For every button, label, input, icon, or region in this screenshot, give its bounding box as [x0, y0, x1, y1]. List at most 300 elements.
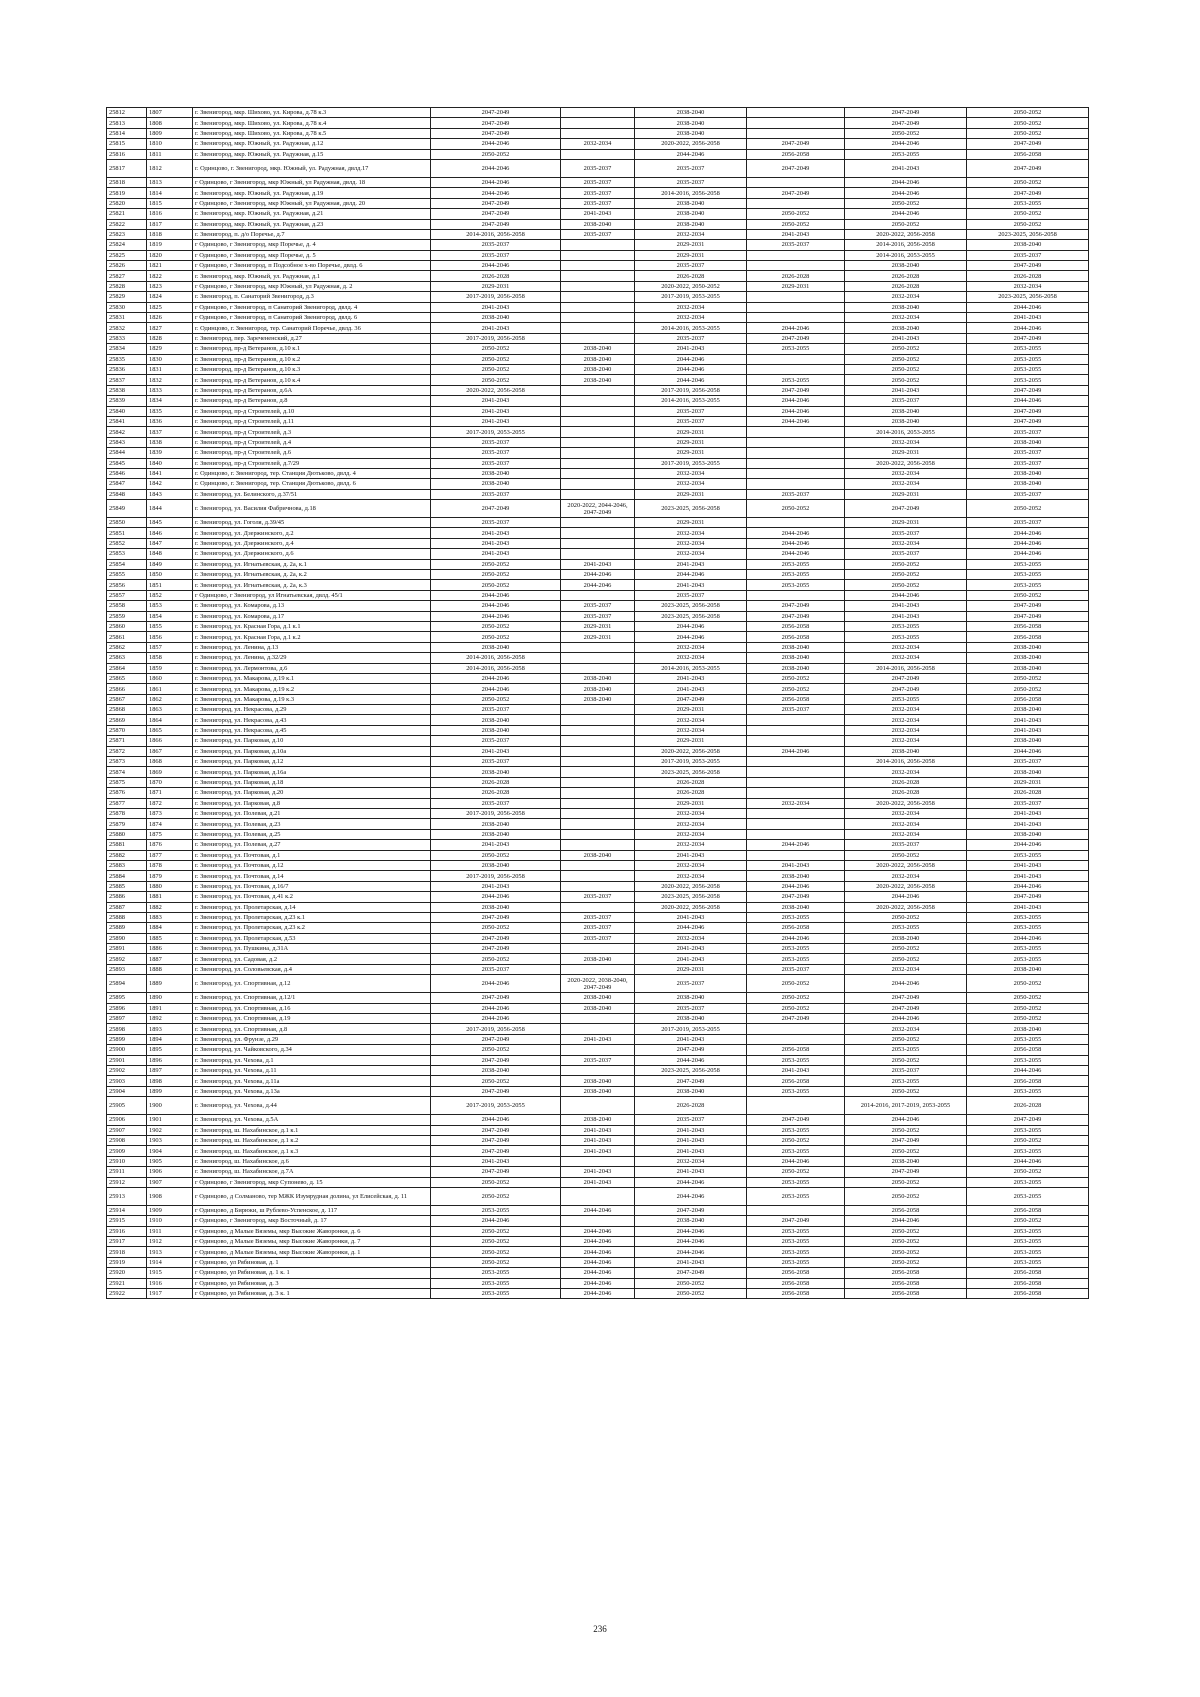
table-cell: 1900: [147, 1097, 193, 1115]
table-cell: 2050-2052: [967, 1003, 1089, 1013]
table-cell: 2041-2043: [635, 944, 747, 954]
table-cell: 2050-2052: [845, 1247, 967, 1257]
table-row: [107, 1115, 1089, 1125]
table-row: [107, 705, 1089, 715]
table-cell: 2020-2022, 2044-2046, 2047-2049: [561, 500, 635, 518]
table-cell: 2038-2040: [561, 375, 635, 385]
table-cell: 2035-2037: [431, 437, 561, 447]
table-cell: 2050-2052: [845, 1257, 967, 1267]
table-cell: 25852: [107, 538, 147, 548]
table-cell: 2047-2049: [431, 1055, 561, 1065]
table-cell: г. Звенигород, ул. Комарова, д.17: [193, 611, 431, 621]
table-cell: г. Звенигород, п. д/о Поречье, д.7: [193, 229, 431, 239]
table-cell: 2029-2031: [635, 518, 747, 528]
table-cell: г Одинцово, ул Рябиновая, д. 3 к. 1: [193, 1289, 431, 1299]
table-cell: г Одинцово, г Звенигород, ул Игнатьевская, двлд. 45/1: [193, 590, 431, 600]
table-cell: [747, 788, 845, 798]
table-cell: 2050-2052: [431, 621, 561, 631]
table-cell: 2044-2046: [967, 1065, 1089, 1075]
table-cell: 2014-2016, 2017-2019, 2053-2055: [845, 1097, 967, 1115]
table-cell: 2026-2028: [431, 788, 561, 798]
table-cell: 2053-2055: [845, 923, 967, 933]
table-cell: г. Звенигород, ул. Парковая, д.18: [193, 777, 431, 787]
table-cell: 2050-2052: [635, 1289, 747, 1299]
table-cell: 1836: [147, 416, 193, 426]
table-cell: 2035-2037: [431, 705, 561, 715]
table-cell: 2044-2046: [845, 1216, 967, 1226]
table-cell: 2035-2037: [635, 406, 747, 416]
table-row: [107, 621, 1089, 631]
table-cell: г. Звенигород, ул. Красная Гора, д.1 к.2: [193, 632, 431, 642]
table-cell: 2041-2043: [635, 1146, 747, 1156]
table-cell: 2035-2037: [967, 518, 1089, 528]
table-cell: г. Звенигород, ул. Дзержинского, д.4: [193, 538, 431, 548]
table-cell: [747, 1097, 845, 1115]
table-cell: 2041-2043: [431, 1156, 561, 1166]
table-cell: 25823: [107, 229, 147, 239]
table-cell: 2047-2049: [967, 188, 1089, 198]
table-cell: 2029-2031: [635, 736, 747, 746]
table-cell: 2038-2040: [967, 705, 1089, 715]
table-cell: 25874: [107, 767, 147, 777]
table-cell: 2035-2037: [561, 611, 635, 621]
table-cell: 2053-2055: [967, 344, 1089, 354]
table-row: [107, 1024, 1089, 1034]
table-cell: г. Звенигород, ул. Гоголя, д.39/45: [193, 518, 431, 528]
table-cell: [561, 725, 635, 735]
table-cell: 2023-2025, 2056-2058: [635, 892, 747, 902]
table-cell: 2032-2034: [845, 829, 967, 839]
table-cell: 25829: [107, 292, 147, 302]
table-cell: 1890: [147, 993, 193, 1003]
table-cell: 2032-2034: [845, 1024, 967, 1034]
table-cell: 2038-2040: [431, 829, 561, 839]
table-row: [107, 819, 1089, 829]
table-row: [107, 458, 1089, 468]
table-cell: 2053-2055: [845, 694, 967, 704]
table-cell: 25905: [107, 1097, 147, 1115]
table-row: [107, 549, 1089, 559]
table-cell: 2035-2037: [431, 518, 561, 528]
table-cell: 2038-2040: [561, 364, 635, 374]
table-cell: 2053-2055: [845, 1045, 967, 1055]
table-cell: 2047-2049: [431, 108, 561, 118]
table-cell: 2056-2058: [967, 1076, 1089, 1086]
table-body: [107, 108, 1089, 1299]
table-cell: 1912: [147, 1237, 193, 1247]
table-cell: г. Звенигород, мкр. Шихово, ул. Кирова, д.78 к.3: [193, 108, 431, 118]
table-cell: 2038-2040: [431, 860, 561, 870]
table-row: [107, 396, 1089, 406]
table-cell: г. Звенигород, ул. Ленина, д.32/29: [193, 653, 431, 663]
table-cell: г Одинцово, ул Рябиновая, д. 1: [193, 1257, 431, 1267]
table-cell: [561, 468, 635, 478]
table-cell: 1849: [147, 559, 193, 569]
table-cell: 2053-2055: [747, 570, 845, 580]
table-cell: г. Звенигород, пр-д Строителей, д.3: [193, 427, 431, 437]
table-cell: 1853: [147, 601, 193, 611]
table-cell: 2047-2049: [967, 159, 1089, 177]
table-cell: 25816: [107, 149, 147, 159]
page-number: 236: [593, 1624, 607, 1634]
table-cell: 2020-2022, 2056-2058: [845, 229, 967, 239]
table-row: [107, 281, 1089, 291]
table-cell: 25920: [107, 1268, 147, 1278]
table-cell: 2014-2016, 2056-2058: [431, 229, 561, 239]
table-cell: 2047-2049: [747, 139, 845, 149]
table-cell: 2041-2043: [431, 528, 561, 538]
table-cell: 2053-2055: [967, 1146, 1089, 1156]
table-cell: 2047-2049: [635, 694, 747, 704]
table-cell: 2056-2058: [747, 632, 845, 642]
table-cell: 2047-2049: [635, 1076, 747, 1086]
table-cell: 25919: [107, 1257, 147, 1267]
table-cell: 2056-2058: [747, 1289, 845, 1299]
table-cell: [561, 416, 635, 426]
table-cell: 1889: [147, 975, 193, 993]
table-cell: 2041-2043: [635, 673, 747, 683]
table-cell: 1810: [147, 139, 193, 149]
table-cell: г. Звенигород, ул. Парковая, д.8: [193, 798, 431, 808]
table-cell: 25864: [107, 663, 147, 673]
table-cell: 25875: [107, 777, 147, 787]
table-cell: 2038-2040: [561, 1086, 635, 1096]
table-cell: 2050-2052: [845, 1177, 967, 1187]
table-cell: 2047-2049: [747, 1014, 845, 1024]
table-cell: г. Звенигород, ш. Нахабинское, д.1 к.2: [193, 1135, 431, 1145]
table-cell: 2056-2058: [967, 632, 1089, 642]
table-row: [107, 570, 1089, 580]
table-cell: г. Одинцово, г. Звенигород, тер. Санаторий Поречье, двлд. 36: [193, 323, 431, 333]
table-row: [107, 479, 1089, 489]
table-cell: 2038-2040: [845, 933, 967, 943]
table-cell: 2044-2046: [967, 933, 1089, 943]
table-cell: [561, 653, 635, 663]
table-cell: 2035-2037: [561, 923, 635, 933]
table-cell: г. Звенигород, ул. Чехова, д.11а: [193, 1076, 431, 1086]
table-cell: [561, 840, 635, 850]
table-cell: 2044-2046: [845, 209, 967, 219]
table-cell: 2050-2052: [845, 1226, 967, 1236]
table-cell: 25824: [107, 240, 147, 250]
table-cell: 25869: [107, 715, 147, 725]
table-cell: [561, 385, 635, 395]
table-cell: 2026-2028: [967, 788, 1089, 798]
table-cell: 2053-2055: [967, 1226, 1089, 1236]
table-cell: 2050-2052: [845, 850, 967, 860]
table-row: [107, 302, 1089, 312]
table-cell: [561, 663, 635, 673]
table-cell: 2029-2031: [845, 489, 967, 499]
table-cell: 2044-2046: [431, 975, 561, 993]
table-cell: 2032-2034: [845, 871, 967, 881]
table-cell: 25916: [107, 1226, 147, 1236]
table-cell: 2035-2037: [747, 705, 845, 715]
table-cell: 2047-2049: [431, 209, 561, 219]
table-cell: 2053-2055: [747, 1226, 845, 1236]
table-cell: 2053-2055: [967, 1237, 1089, 1247]
table-cell: 1873: [147, 809, 193, 819]
table-cell: [561, 777, 635, 787]
table-cell: 2032-2034: [635, 715, 747, 725]
table-cell: [747, 448, 845, 458]
table-cell: 2035-2037: [635, 1003, 747, 1013]
table-cell: 2044-2046: [431, 892, 561, 902]
table-cell: 25822: [107, 219, 147, 229]
table-cell: 2038-2040: [747, 871, 845, 881]
table-cell: 2050-2052: [967, 219, 1089, 229]
table-cell: [747, 819, 845, 829]
table-cell: 2032-2034: [635, 871, 747, 881]
table-cell: 2050-2052: [845, 1086, 967, 1096]
table-cell: 2032-2034: [635, 860, 747, 870]
table-cell: 2044-2046: [431, 261, 561, 271]
table-cell: 2032-2034: [561, 139, 635, 149]
table-cell: 2029-2031: [635, 964, 747, 974]
table-cell: 2038-2040: [967, 663, 1089, 673]
table-cell: 2053-2055: [967, 580, 1089, 590]
table-cell: 25850: [107, 518, 147, 528]
table-row: [107, 954, 1089, 964]
table-cell: 25828: [107, 281, 147, 291]
table-cell: 2032-2034: [635, 819, 747, 829]
table-cell: 25839: [107, 396, 147, 406]
table-row: [107, 108, 1089, 118]
table-cell: 2056-2058: [845, 1278, 967, 1288]
table-cell: 2020-2022, 2056-2058: [845, 881, 967, 891]
table-cell: 2050-2052: [747, 1135, 845, 1145]
table-cell: 2038-2040: [845, 323, 967, 333]
table-cell: 2047-2049: [845, 993, 967, 1003]
table-cell: 2038-2040: [635, 198, 747, 208]
table-cell: 2053-2055: [431, 1268, 561, 1278]
table-cell: г. Звенигород, ул. Парковая, д.12: [193, 757, 431, 767]
table-cell: 2041-2043: [431, 416, 561, 426]
table-cell: 25853: [107, 549, 147, 559]
table-cell: 2047-2049: [845, 118, 967, 128]
table-cell: 1894: [147, 1034, 193, 1044]
table-cell: 2050-2052: [845, 580, 967, 590]
table-cell: [561, 549, 635, 559]
table-cell: г. Звенигород, ул. Игнатьевская, д. 2а, к.2: [193, 570, 431, 580]
table-cell: 1811: [147, 149, 193, 159]
table-cell: 1877: [147, 850, 193, 860]
table-cell: 2035-2037: [431, 489, 561, 499]
table-row: [107, 1177, 1089, 1187]
table-cell: 2038-2040: [561, 219, 635, 229]
table-cell: 2023-2025, 2056-2058: [967, 292, 1089, 302]
table-cell: 2053-2055: [967, 1034, 1089, 1044]
table-cell: 2038-2040: [747, 642, 845, 652]
table-cell: 25836: [107, 364, 147, 374]
table-cell: 1915: [147, 1268, 193, 1278]
table-cell: 1858: [147, 653, 193, 663]
table-cell: 2038-2040: [967, 642, 1089, 652]
table-cell: г. Звенигород, пр-д Ветеранов, д.10 к.2: [193, 354, 431, 364]
table-cell: 2038-2040: [635, 118, 747, 128]
table-cell: 2050-2052: [431, 632, 561, 642]
table-cell: 2044-2046: [747, 933, 845, 943]
table-cell: 25880: [107, 829, 147, 839]
table-cell: 2038-2040: [431, 902, 561, 912]
table-row: [107, 580, 1089, 590]
table-cell: 2032-2034: [635, 538, 747, 548]
table-cell: 25830: [107, 302, 147, 312]
table-row: [107, 250, 1089, 260]
table-cell: 2044-2046: [747, 746, 845, 756]
table-cell: 2044-2046: [967, 302, 1089, 312]
table-cell: г. Одинцово, г. Звенигород, мкр. Южный, ул. Радужная, двлд.17: [193, 159, 431, 177]
table-row: [107, 1097, 1089, 1115]
table-cell: 2032-2034: [845, 715, 967, 725]
table-cell: 2041-2043: [967, 819, 1089, 829]
table-cell: [747, 736, 845, 746]
table-cell: 2020-2022, 2056-2058: [845, 458, 967, 468]
table-cell: г. Звенигород, ул. Чехова, д.44: [193, 1097, 431, 1115]
table-cell: 2020-2022, 2056-2058: [635, 746, 747, 756]
table-cell: 25838: [107, 385, 147, 395]
table-cell: 2050-2052: [845, 1034, 967, 1044]
table-cell: 2044-2046: [845, 139, 967, 149]
table-cell: 2044-2046: [747, 538, 845, 548]
table-row: [107, 406, 1089, 416]
table-row: [107, 1289, 1089, 1299]
table-cell: [561, 149, 635, 159]
table-cell: 2053-2055: [967, 198, 1089, 208]
table-cell: 2044-2046: [845, 590, 967, 600]
table-cell: 2044-2046: [635, 1237, 747, 1247]
table-cell: [561, 281, 635, 291]
table-cell: 2053-2055: [431, 1289, 561, 1299]
table-cell: 2050-2052: [431, 375, 561, 385]
table-cell: 2044-2046: [561, 570, 635, 580]
table-cell: 2050-2052: [747, 1167, 845, 1177]
table-cell: 1913: [147, 1247, 193, 1257]
table-cell: 2050-2052: [635, 1278, 747, 1288]
table-cell: 2053-2055: [431, 1205, 561, 1215]
table-cell: 2035-2037: [967, 250, 1089, 260]
table-cell: 2026-2028: [845, 281, 967, 291]
table-cell: 2050-2052: [431, 1045, 561, 1055]
table-cell: 2026-2028: [635, 777, 747, 787]
table-row: [107, 468, 1089, 478]
table-cell: 2047-2049: [747, 385, 845, 395]
table-cell: 2050-2052: [967, 590, 1089, 600]
table-cell: 2053-2055: [967, 954, 1089, 964]
table-cell: 2044-2046: [845, 975, 967, 993]
table-cell: 2035-2037: [635, 261, 747, 271]
table-cell: 2047-2049: [431, 1146, 561, 1156]
table-row: [107, 798, 1089, 808]
table-cell: 2014-2016, 2056-2058: [635, 188, 747, 198]
table-cell: 2053-2055: [747, 944, 845, 954]
table-cell: 2017-2019, 2056-2058: [431, 1024, 561, 1034]
table-cell: [747, 108, 845, 118]
table-cell: 2035-2037: [561, 601, 635, 611]
table-cell: г. Звенигород, ул. Игнатьевская, д. 2а, к.3: [193, 580, 431, 590]
table-cell: г. Звенигород, ул. Пушкина, д.31А: [193, 944, 431, 954]
table-cell: 2020-2022, 2056-2058: [845, 860, 967, 870]
table-cell: 25906: [107, 1115, 147, 1125]
table-cell: г Одинцово, ул Рябиновая, д. 3: [193, 1278, 431, 1288]
table-cell: 2044-2046: [845, 892, 967, 902]
table-cell: 2032-2034: [845, 705, 967, 715]
table-cell: 25883: [107, 860, 147, 870]
table-cell: 1807: [147, 108, 193, 118]
table-cell: 2044-2046: [561, 1257, 635, 1267]
table-cell: [561, 538, 635, 548]
table-cell: 2041-2043: [561, 1125, 635, 1135]
table-cell: 2056-2058: [747, 149, 845, 159]
table-cell: 2053-2055: [747, 1086, 845, 1096]
table-cell: г Одинцово, г Звенигород, мкр Южный, ул Радужная, двлд. 20: [193, 198, 431, 208]
table-cell: 2035-2037: [561, 892, 635, 902]
table-cell: 2032-2034: [635, 642, 747, 652]
table-cell: 25867: [107, 694, 147, 704]
table-cell: 25894: [107, 975, 147, 993]
table-cell: г. Звенигород, ул. Красная Гора, д.1 к.1: [193, 621, 431, 631]
table-row: [107, 1216, 1089, 1226]
table-cell: г. Звенигород, ул. Чехова, д.5А: [193, 1115, 431, 1125]
table-cell: 2044-2046: [561, 580, 635, 590]
table-cell: 1852: [147, 590, 193, 600]
table-cell: 1883: [147, 912, 193, 922]
table-cell: г Одинцово, д Солманово, тер МЖК Изумрудная долина, ул Елисейская, д. 11: [193, 1187, 431, 1205]
table-row: [107, 385, 1089, 395]
table-cell: 2050-2052: [845, 570, 967, 580]
table-cell: 2053-2055: [845, 149, 967, 159]
table-row: [107, 188, 1089, 198]
table-cell: г. Звенигород, мкр. Южный, ул. Радужная, д.12: [193, 139, 431, 149]
table-cell: 2056-2058: [967, 1278, 1089, 1288]
table-cell: г. Звенигород, мкр. Южный, ул. Радужная, д.21: [193, 209, 431, 219]
table-cell: 2038-2040: [845, 1156, 967, 1166]
table-cell: 2041-2043: [561, 1146, 635, 1156]
table-cell: 2047-2049: [845, 1003, 967, 1013]
table-cell: г. Звенигород, ул. Парковая, д.20: [193, 788, 431, 798]
table-cell: 2035-2037: [967, 757, 1089, 767]
table-cell: г. Звенигород, ул. Дзержинского, д.2: [193, 528, 431, 538]
table-cell: 2041-2043: [561, 1177, 635, 1187]
table-cell: 1893: [147, 1024, 193, 1034]
table-cell: 2020-2022, 2050-2052: [635, 281, 747, 291]
table-cell: 2035-2037: [635, 416, 747, 426]
table-cell: 2053-2055: [967, 354, 1089, 364]
table-cell: [561, 819, 635, 829]
table-cell: 2041-2043: [561, 1167, 635, 1177]
table-cell: 2023-2025, 2056-2058: [635, 601, 747, 611]
table-cell: 2041-2043: [747, 1065, 845, 1075]
table-cell: 2026-2028: [845, 777, 967, 787]
table-row: [107, 840, 1089, 850]
table-cell: 25886: [107, 892, 147, 902]
table-cell: 2050-2052: [845, 1125, 967, 1135]
table-cell: 25841: [107, 416, 147, 426]
table-cell: 1825: [147, 302, 193, 312]
table-cell: г. Одинцово, г. Звенигород, тер. Станция Дютьково, двлд. 6: [193, 479, 431, 489]
table-cell: 2035-2037: [845, 549, 967, 559]
table-cell: 2050-2052: [967, 128, 1089, 138]
table-cell: 2047-2049: [431, 128, 561, 138]
table-cell: [561, 437, 635, 447]
table-cell: 1885: [147, 933, 193, 943]
table-cell: 1850: [147, 570, 193, 580]
table-cell: 2032-2034: [845, 479, 967, 489]
table-row: [107, 993, 1089, 1003]
table-cell: 2053-2055: [747, 912, 845, 922]
table-cell: 25827: [107, 271, 147, 281]
table-cell: 2038-2040: [845, 302, 967, 312]
